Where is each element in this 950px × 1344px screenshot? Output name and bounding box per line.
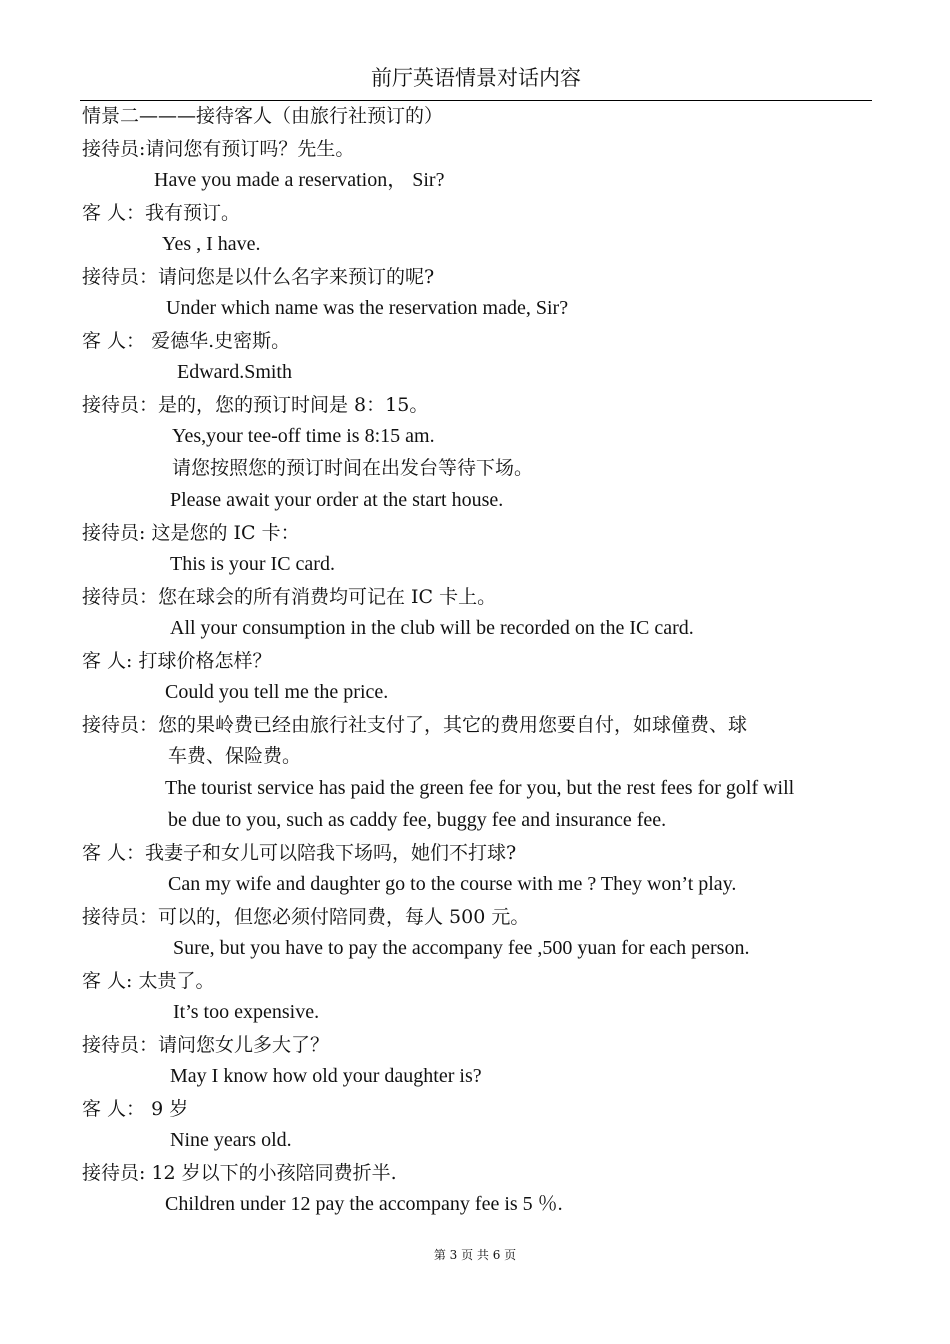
- translation-line: be due to you, such as caddy fee, buggy fee and insurance fee.: [168, 809, 667, 831]
- speaker-label: 客 人：: [82, 1098, 146, 1120]
- translation-line: Have you made a reservation， Sir?: [154, 169, 445, 191]
- page-title: 前厅英语情景对话内容: [371, 66, 581, 90]
- speaker-label: 接待员：: [82, 266, 159, 288]
- dialogue-text: 请问您女儿多大了？: [158, 1034, 330, 1056]
- translation-line: All your consumption in the club will be recorded on the IC card.: [170, 617, 694, 639]
- dialogue-line: [82, 1156, 874, 1188]
- translation-line: Yes,your tee-off time is 8:15 am.: [172, 425, 435, 447]
- dialogue-text: 爱德华.史密斯。: [145, 330, 291, 352]
- dialogue-line: [82, 900, 874, 932]
- dialogue-line: [82, 1092, 874, 1124]
- dialogue-line: [82, 324, 874, 356]
- dialogue-text: 太贵了。: [132, 970, 215, 992]
- speaker-label: 接待员:: [82, 138, 146, 160]
- speaker-label: 客 人：: [82, 842, 146, 864]
- dialogue-text: 打球价格怎样？: [132, 650, 272, 672]
- dialogue-line: [82, 1028, 874, 1060]
- translation-line: Can my wife and daughter go to the course with me ? They won’t play.: [168, 873, 737, 895]
- translation-line: Under which name was the reservation made, Sir?: [166, 297, 569, 319]
- dialogue-text: 是的，您的预订时间是 8：15。: [158, 394, 429, 416]
- dialogue-line: [82, 964, 874, 996]
- dialogue-line: [82, 260, 874, 292]
- translation-line: This is your IC card.: [170, 553, 335, 575]
- speaker-label: 接待员:: [82, 1162, 146, 1184]
- speaker-label: 接待员:: [82, 522, 146, 544]
- dialogue-line: [82, 644, 874, 676]
- translation-line: Children under 12 pay the accompany fee is 5 ％.: [165, 1193, 563, 1215]
- dialogue-line: [82, 836, 874, 868]
- speaker-label: 客 人：: [82, 330, 146, 352]
- speaker-label: 客 人:: [82, 970, 133, 992]
- speaker-label: 接待员：: [82, 1034, 159, 1056]
- speaker-label: 接待员：: [82, 906, 159, 928]
- scene-title: 情景二———接待客人（由旅行社预订的）: [82, 105, 444, 127]
- speaker-label: 客 人:: [82, 650, 133, 672]
- speaker-label: 接待员：: [82, 394, 159, 416]
- dialogue-line: [82, 196, 874, 228]
- translation-line: The tourist service has paid the green fee for you, but the rest fees for golf will: [165, 777, 795, 799]
- speaker-label: 客 人：: [82, 202, 146, 224]
- translation-line: It’s too expensive.: [173, 1001, 320, 1023]
- dialogue-text: 我有预订。: [145, 202, 241, 224]
- speaker-label: 接待员：: [82, 586, 159, 608]
- dialogue-text: 您在球会的所有消费均可记在 IC 卡上。: [158, 586, 497, 608]
- dialogue-text: 9 岁: [145, 1098, 189, 1120]
- dialogue-text: 请问您是以什么名字来预订的呢?: [158, 266, 435, 288]
- dialogue-continuation: 车费、保险费。: [168, 745, 302, 767]
- translation-line: Please await your order at the start house.: [170, 489, 504, 511]
- dialogue-body: [82, 100, 874, 1220]
- translation-line: 请您按照您的预订时间在出发台等待下场。: [172, 457, 534, 479]
- translation-line: Yes , I have.: [162, 233, 261, 255]
- speaker-label: 接待员：: [82, 714, 159, 736]
- dialogue-text: 这是您的 IC 卡：: [145, 522, 300, 544]
- translation-line: Edward.Smith: [177, 361, 292, 383]
- dialogue-line: [82, 708, 874, 740]
- dialogue-text: 我妻子和女儿可以陪我下场吗，她们不打球?: [145, 842, 517, 864]
- translation-line: Nine years old.: [170, 1129, 292, 1151]
- dialogue-line: [82, 388, 874, 420]
- dialogue-text: 请问您有预订吗？先生。: [145, 138, 355, 160]
- dialogue-text: 可以的，但您必须付陪同费，每人 500 元。: [158, 906, 530, 928]
- translation-line: Sure, but you have to pay the accompany fee ,500 yuan for each person.: [173, 937, 750, 959]
- dialogue-line: [82, 132, 874, 164]
- dialogue-text: 您的果岭费已经由旅行社支付了，其它的费用您要自付，如球僮费、球: [158, 714, 748, 736]
- page-number: 第 3 页 共 6 页: [433, 1248, 517, 1262]
- dialogue-line: [82, 516, 874, 548]
- translation-line: May I know how old your daughter is?: [170, 1065, 482, 1087]
- dialogue-line: [82, 580, 874, 612]
- translation-line: Could you tell me the price.: [165, 681, 389, 703]
- dialogue-text: 12 岁以下的小孩陪同费折半.: [145, 1162, 397, 1184]
